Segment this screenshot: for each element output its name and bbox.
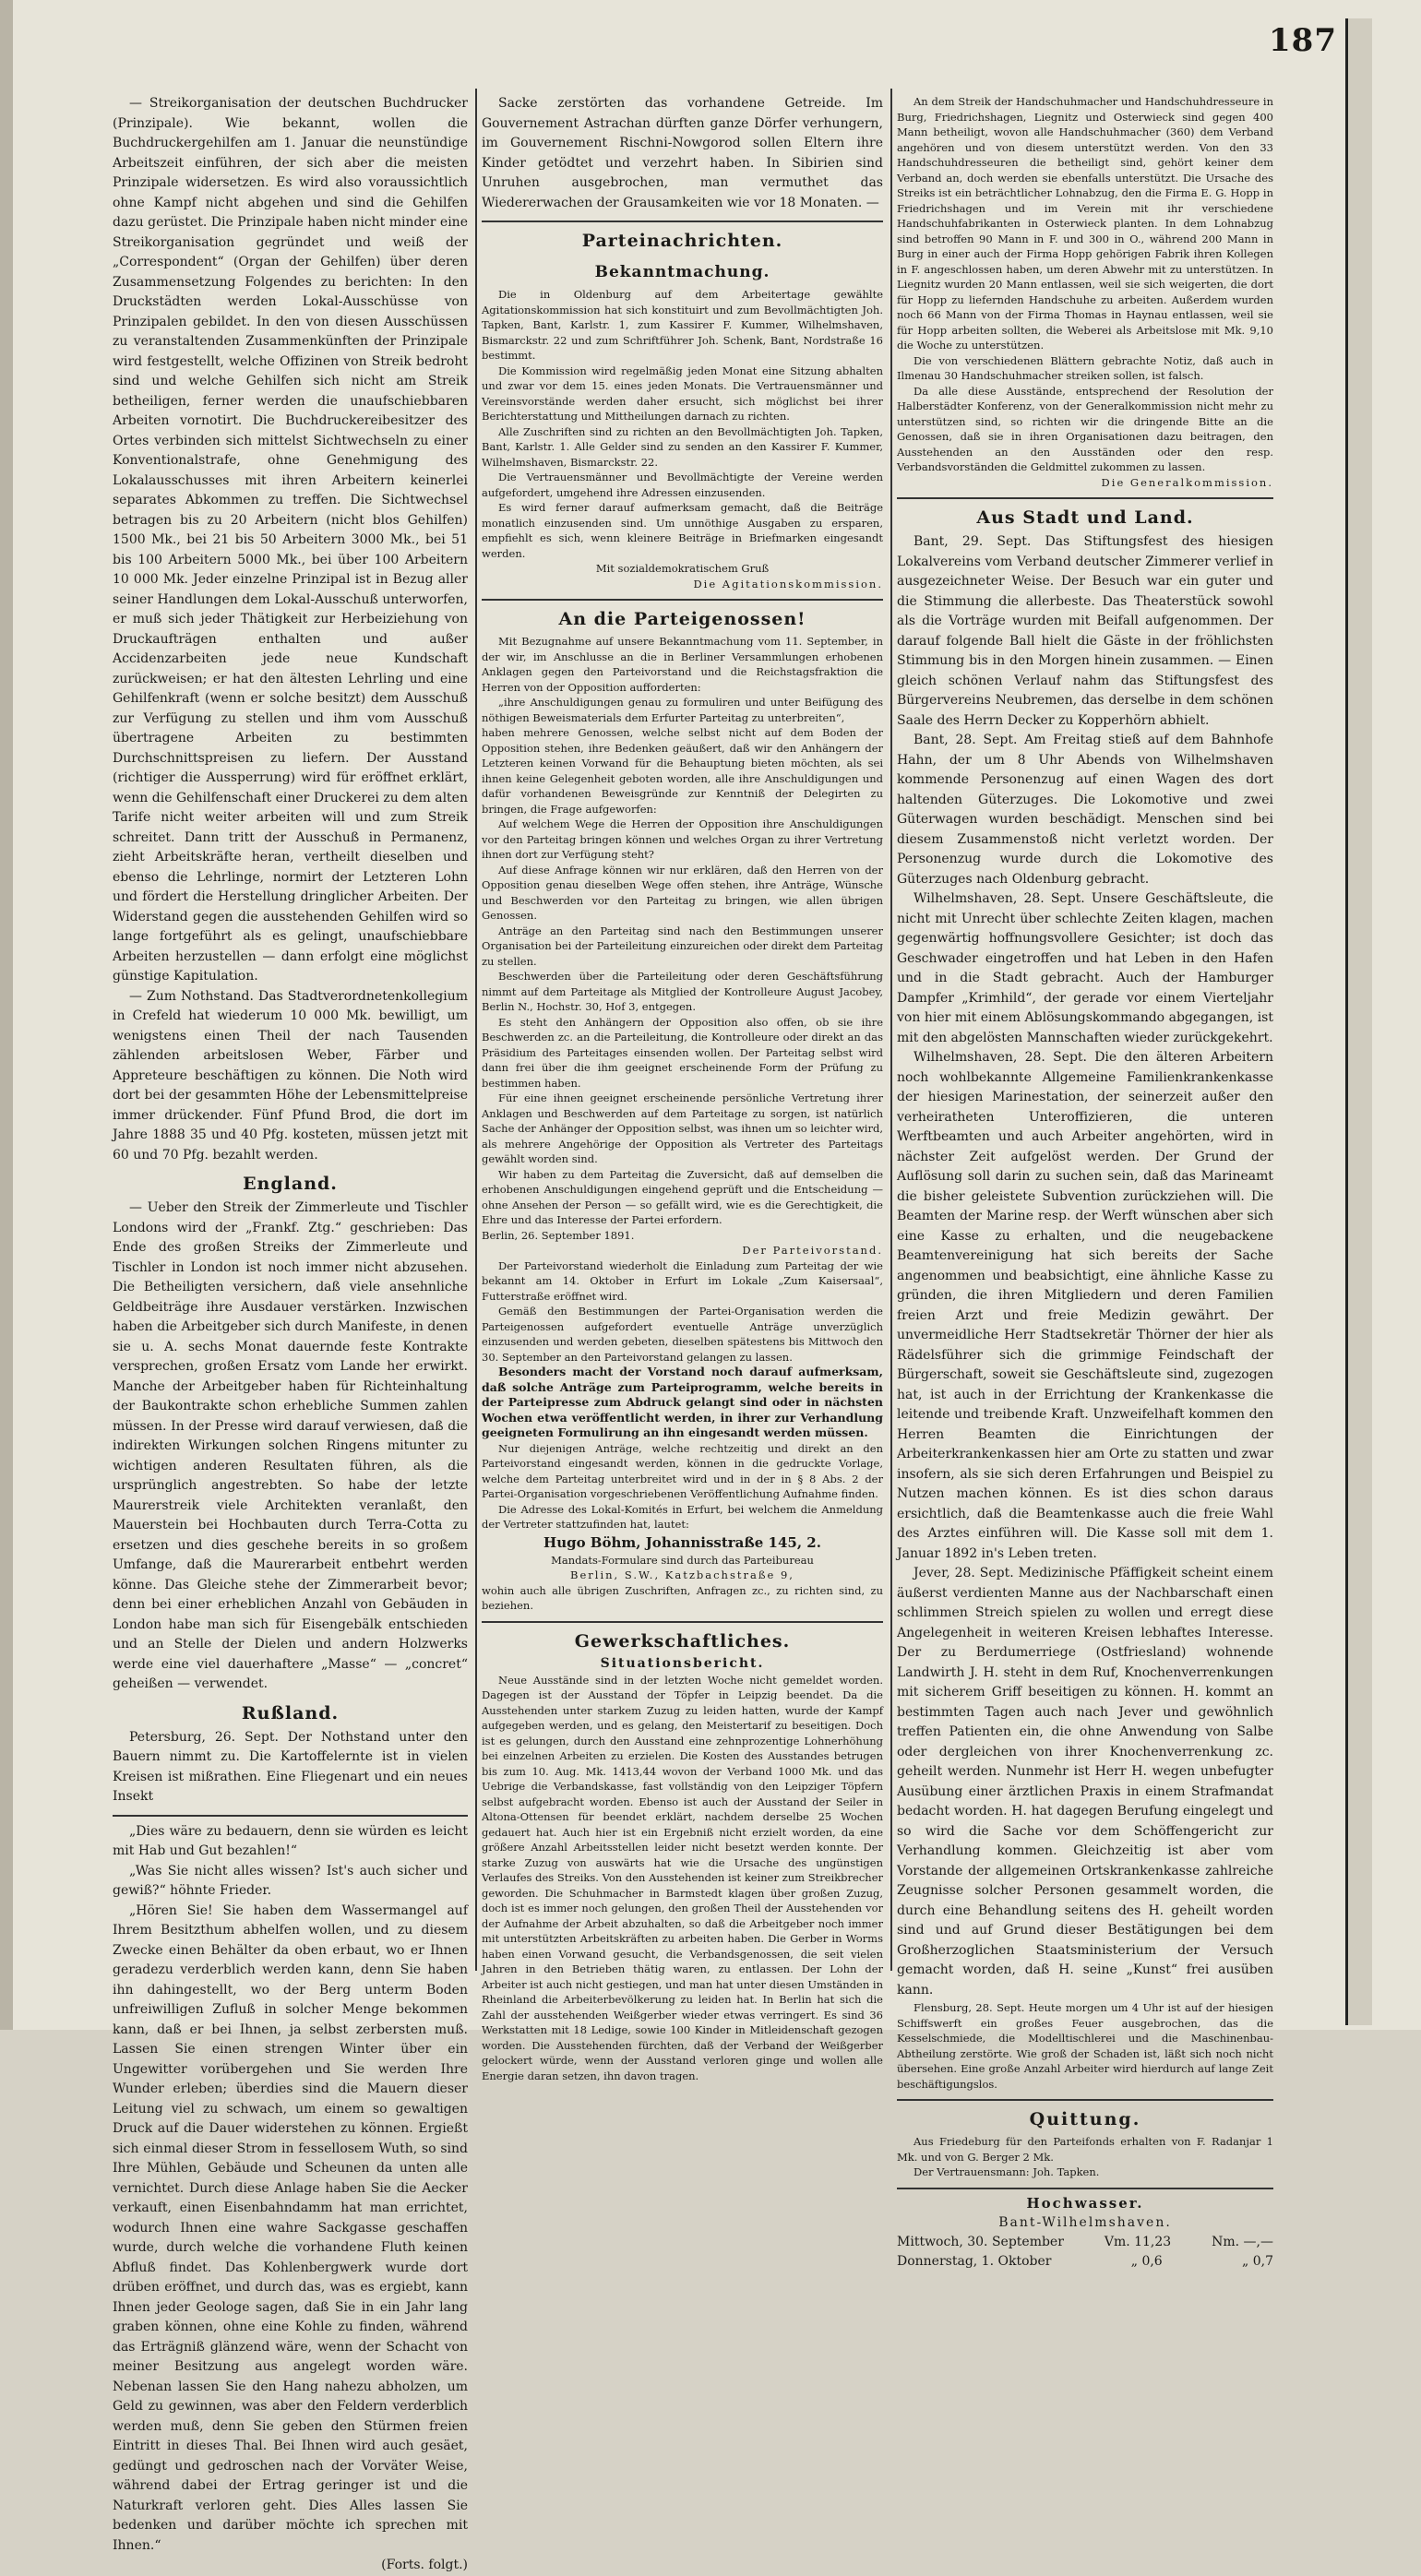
strike-report-paragraph: An dem Streik der Handschuhmacher und Handschuhdresseure in Burg, Friedrichshagen, Liegnitz und Osterwieck sind gegen 400 Mann betheiligt, wovon alle Handschuhmacher (360) dem Verband angehören und von diesem unterstützt werden. Von den 33 Handschuhdresseuren die betheiligt sind, gehört keiner dem Verband an, doch werden sie ebenfalls unterstützt. Die Ursache des Streiks ist ein beträchtlicher Lohnabzug, den die Firma E. G. Hopp in Friedrichshagen und im Verein mit ihr verschiedene Handschuhfabrikanten in Osterwieck planten. In dem Lohnabzug sind betroffen 90 Mann in F. und 300 in O., während 200 Mann in Burg in einer auch der Firma Hopp gehörigen Fabrik ihren Kollegen in F. angeschlossen haben, um deren Abwehr mit zu unterstützen. In Liegnitz wurden 20 Mann entlassen, weil sie sich weigerten, die dort für Hopp zu liefernden Handschuhe zu arbeiten. Außerdem wurden noch 66 Mann von der Firma Thomas in Haynau entlassen, weil sie für Hopp arbeiten sollten, die Weberei als Arbeitslose mit Mk. 9,10 die Woche zu unterstützen. <box>897 95 1273 352</box>
tide-day: Donnerstag, 1. Oktober <box>897 2254 1052 2269</box>
divider <box>482 599 883 601</box>
local-news-wilhelmshaven-2: Wilhelmshaven, 28. Sept. Die den älteren Arbeitern noch wohlbekannte Allgemeine Familienkrankenkasse der hiesigen Marinestation, der seinerzeit außer den verheiratheten Unteroffizieren, die unteren Werftbeamten und auch Arbeiter angehörten, wird in nächster Zeit aufgelöst werden. Der Grund der Auflösung soll darin zu suchen sein, daß das Marineamt die bisher geleistete Subvention zurückziehen will. Die Beamten der Marine resp. der Werft wünschen aber sich eine Kasse zu erhalten, und die neugebackene Beamtenvereinigung hat sich bereits der Sache angenommen und beabsichtigt, eine ähnliche Kasse zu gründen, die ihren Mitgliedern und deren Familien freien Arzt und freie Medizin gewährt. Der unvermeidliche Herr Stadtsekretär Thörner der hier als Rädelsführer sich die grimmige Feindschaft der Bürgerschaft, soweit sie Geschäftsleute sind, zugezogen hat, ist auch in der Errichtung der Krankenkasse die leitende und treibende Kraft. Unzweifelhaft kommen den Herren Beamten die Einrichtungen der Arbeiterkrankenkassen hier am Orte zu statten und zwar insofern, als sie sich deren Erfahrungen und Beispiel zu Nutzen machen können. Es ist dies schon daraus ersichtlich, daß die Beamtenkasse auch die freie Wahl des Arztes einführen will. Die Kasse soll mit dem 1. Januar 1892 in's Leben treten. <box>897 1050 1273 1561</box>
appeal-paragraph: Auf welchem Wege die Herren der Opposition ihre Anschuldigungen vor den Parteitag bringen können und welches Organ zu ihrer Vertretung ihnen dort zur Verfügung steht? <box>482 817 883 861</box>
appeal-paragraph: Gemäß den Bestimmungen der Partei-Organisation werden die Parteigenossen aufgefordert eventuelle Anträge unverzüglich einzusenden und werden gebeten, dieselben spätestens bis Mittwoch den 30. September an den Parteivorstand gelangen zu lassen. <box>482 1305 883 1364</box>
appeal-paragraph: Wir haben zu dem Parteitag die Zuversicht, daß auf demselben die erhobenen Anschuldigungen eingehend geprüft und die Entscheidung — ohne Ansehen der Person — so gefällt wird, wie es die Gerechtigkeit, die Ehre und das Interesse der Partei erfordern. <box>482 1167 883 1226</box>
situation-report: Neue Ausstände sind in der letzten Woche nicht gemeldet worden. Dagegen ist der Ausstand der Töpfer in Leipzig beendet. Da die Ausstehenden unter starkem Zuzug zu leiden hatten, wurde der Kampf aufgegeben werden, und es gelang, den Meistertarif zu beseitigen. Doch ist es gelungen, durch den Ausstand eine zehnprozentige Lohnerhöhung bei einzelnen Arbeiten zu erzielen. Die Kosten des Ausstandes betrugen bis zum 10. Aug. Mk. 1413,44 wovon der Verband 1000 Mk. und das Uebrige die Verbandskasse, fast vollständig von den Leipziger Töpfern selbst aufgebracht worden. Ebenso ist auch der Ausstand der Seiler in Altona-Ottensen für beendet erklärt, nachdem derselbe 25 Wochen gedauert hat. Auch hier ist ein Ergebniß nicht erzielt worden, da eine größere Anzahl Arbeitsstellen leider nicht besetzt werden konnte. Der starke Zuzug von auswärts hat wie die Ursache des ungünstigen Verlaufes des Streiks. Von den Ausstehenden ist keiner zum Streikbrecher geworden. Die Schuhmacher in Barmstedt klagen über großen Zuzug, doch ist es immer noch gelungen, den großen Theil der Ausstehenden vor der Aufnahme der Arbeit abzuhalten, so daß die Arbeitgeber noch immer mit unterstützten Arbeitskräften zu arbeiten haben. Die Gerber in Worms haben einen Vorwand gesucht, die Verbandsgenossen, die seit vielen Jahren in den Betrieben thätig waren, zu entlassen. Der Lohn der Arbeiter ist auch nicht gestiegen, und man hat unter diesen Umständen in Rheinland die Arbeiterbevölkerung zu leiden hat. In Berlin hat sich die Zahl der ausstehenden Weißgerber wieder etwas verringert. Es sind 36 Werkstatten mit 18 Ledige, sowie 100 Kinder in Mitleidenschaft gezogen worden. Die Ausstehenden fürchten, daß der Verband der Weißgerber gelockert würde, wenn der Ausstand verloren ginge und wollen alle Energie daran setzen, ihn davon tragen. <box>482 1673 884 2082</box>
appeal-paragraph: Auf diese Anfrage können wir nur erklären, daß den Herren von der Opposition genau dieselben Wege offen stehen, ihre Anträge, Wünsche und Beschwerden vor den Parteitag zu bringen, wie allen übrigen Genossen. <box>482 863 883 922</box>
divider <box>897 2188 1273 2189</box>
notice-paragraph: Die Vertrauensmänner und Bevollmächtigte der Vereine werden aufgefordert, umgehend ihre Adressen einzusenden. <box>482 471 883 499</box>
notice-paragraph: Die Kommission wird regelmäßig jeden Monat eine Sitzung abhalten und zwar vor dem 15. eines jeden Monats. Die Vertrauensmänner und Vereinsvorstände werden daher ersucht, sich möglichst bei ihrer Berichterstattung und Mittheilungen darnach zu richten. <box>482 364 883 423</box>
section-heading-russland: Rußland. <box>241 1702 340 1723</box>
appeal-paragraph: Für eine ihnen geeignet erscheinende persönliche Vertretung ihrer Anklagen und Beschwerden auf dem Parteitage zu sorgen, ist natürlich Sache der Anhänger der Opposition selbst, was ihnen um so leichter wird, als mehrere Angehörige der Opposition als Vertreter des Parteitags gewählt worden sind. <box>482 1091 883 1165</box>
appeal-signature: Der Parteivorstand. <box>742 1244 883 1257</box>
feuilleton-paragraph: „Was Sie nicht alles wissen? Ist's auch sicher und gewiß?“ höhnte Frieder. <box>113 1863 468 1898</box>
address-line: Berlin, S.W., Katzbachstraße 9, <box>570 1568 794 1581</box>
page-number: 187 <box>1269 22 1337 59</box>
section-heading-aus-stadt-und-land: Aus Stadt und Land. <box>976 507 1194 528</box>
column-2 <box>482 94 884 2082</box>
notice-paragraph: Es wird ferner darauf aufmerksam gemacht, daß die Beiträge monatlich einzusenden sind. Um unnöthige Ausgaben zu ersparen, empfiehlt es sich, wenn kleinere Beiträge in Briefmarken eingesandt werden. <box>482 501 883 560</box>
tide-row <box>897 2252 1273 2272</box>
feuilleton-divider <box>113 1815 468 1817</box>
section-heading-hochwasser: Hochwasser. <box>1026 2194 1144 2212</box>
feuilleton-paragraph: „Hören Sie! Sie haben dem Wassermangel auf Ihrem Besitzthum abhelfen wollen, und zu diesem Zwecke einen Behälter da oben erbaut, wo er Ihnen geradezu verderblich werden kann, denn Sie haben ihn dahingestellt, wo der Berg unterm Boden unfreiwilligen Zufluß in solcher Menge bekommen kann, daß er bei Ihnen, ja selbst zerbersten muß. Lassen Sie einen strengen Winter über ein Ungewitter vorübergehen und Sie werden Ihre Wunder erleben; überdies sind die Mauern dieser Leitung viel zu schwach, um einem so gewaltigen Druck auf die Dauer widerstehen zu können. Ergießt sich einmal dieser Strom in fessellosem Wuth, so sind Ihre Mühlen, Gebäude und Scheunen da unten alle vernichtet. Durch diese Anlage haben Sie die Aecker verkauft, einen Eisenbahndamm hat man errichtet, wodurch Ihnen eine wahre Sackgasse geschaffen wurde, durch welche die vorhandene Fluth keinen Abfluß findet. Das Kohlenbergwerk wurde dort drüben eröffnet, und durch das, was es ergiebt, kann Ihnen jeder Geologe sagen, daß Sie in ein Jahr lang graben können, ohne eine Kohle zu finden, während das Erträgniß glänzend wäre, wenn der Schacht von meiner Besitzung aus angelegt worden wäre. Nebenan lassen Sie den Hang nahezu abholzen, um Geld zu gewinnen, was aber den Feldern verderblich werden muß, denn Sie geben den Stürmen freien Eintritt in dieses Thal. Bei Ihnen wird auch gesäet, gedüngt und gedroschen nach der Vorväter Weise, während dabei der Ertrag geringer ist und die Naturkraft verloren geht. Dies Alles lassen Sie bedenken und darüber möchte ich sprechen mit Ihnen.“ <box>113 1902 468 2553</box>
tide-afternoon: Nm. —,— <box>1212 2235 1273 2249</box>
receipt-signature: Der Vertrauensmann: Joh. Tapken. <box>914 2165 1100 2178</box>
address-line: Hugo Böhm, Johannisstraße 145, 2. <box>543 1533 821 1551</box>
appeal-paragraph: Mit Bezugnahme auf unsere Bekanntmachung vom 11. September, in der wir, im Anschlusse an die in Berliner Versammlungen erhobenen Anklagen gegen den Parteivorstand und die Reichstagsfraktion die Herren von der Opposition aufforderten: <box>482 635 883 694</box>
appeal-paragraph: Der Parteivorstand wiederholt die Einladung zum Parteitag der wie bekannt am 14. Oktober in Erfurt im Lokale „Zum Kaisersaal“, Futterstraße eröffnet wird. <box>482 1258 883 1303</box>
article-buchdrucker: — Streikorganisation der deutschen Buchdrucker (Prinzipale). Wie bekannt, wollen die Buchdruckergehilfen am 1. Januar die neunstündige Arbeitszeit einführen, der sich aber die meisten Prinzipale widersetzen. Es wird also voraussichtlich ohne Kampf nicht abgehen und sind die Gehilfen dazu gerüstet. Die Prinzipale haben nicht minder eine Streikorganisation gegründet und weiß der „Correspondent“ (Organ der Gehilfen) über deren Zusammensetzung Folgendes zu berichten: In den Druckstädten werden Lokal-Ausschüsse von Prinzipalen gebildet. In den von diesen Ausschüssen zu veranstaltenden Zusammenkünften der Prinzipale wird festgestellt, welche Offizinen von Streik bedroht sind und welche Gehilfen sich nicht am Streik betheiligen, ferner werden die unaufschiebbaren Arbeiten vornotirt. Die Buchdruckereibesitzer des Ortes verbinden sich mittelst Sichtwechseln zu einer Konventionalstrafe, ohne Genehmigung des Lokalausschusses mit ihren Arbeitern keinerlei separates Abkommen zu treffen. Die Sichtwechsel betragen bis zu 20 Arbeitern (nicht blos Gehilfen) 1500 Mk., bei 21 bis 50 Arbeitern 3000 Mk., bei 51 bis 100 Arbeitern 5000 Mk., bei über 100 Arbeitern 10 000 Mk. Jeder einzelne Prinzipal ist in Bezug aller seiner Handlungen dem Lokal-Ausschuß unterworfen, er muß sich jeder Thätigkeit zur Herbeiziehung von Druckaufträgen enthalten und außer Accidenzarbeiten jede neue Kundschaft zurückweisen; er hat den ältesten Lehrling und eine Gehilfenkraft (wenn er solche besitzt) dem Ausschuß zur Verfügung zu stellen und ihm vom Ausschuß übertragene Arbeiten zu bestimmten Durchschnittspreisen zu liefern. Der Ausstand (richtiger die Aussperrung) wird für eröffnet erklärt, wenn die Gehilfenschaft einer Druckerei zu dem alten Tarife nicht weiter arbeiten will und zum Streik schreitet. Dann tritt der Ausschuß in Permanenz, zieht Arbeitskräfte heran, vertheilt dieselben und ebenso die Lehrlinge, normirt der Letzteren Lohn und fördert die Herstellung dringlicher Arbeiten. Der Widerstand gegen die ausstehenden Gehilfen wird so lange fortgeführt als es gelingt, unaufschiebbare Arbeiten herzustellen — dann erfolgt eine möglichst günstige Kapitulation. <box>113 96 468 984</box>
appeal-paragraph: Nur diejenigen Anträge, welche rechtzeitig und direkt an den Parteivorstand eingesandt werden, können in die gedruckte Vorlage, welche dem Parteitag unterbreitet wird und in der in § 8 Abs. 2 der Partei-Organisation vorgeschriebenen Veröffentlichung Aufnahme finden. <box>482 1441 883 1500</box>
local-news-flensburg: Flensburg, 28. Sept. Heute morgen um 4 Uhr ist auf der hiesigen Schiffswerft ein großes Feuer ausgebrochen, das die Kesselschmiede, die Modelltischlerei und die Maschinenbau-Abtheilung zerstörte. Wie groß der Schaden ist, läßt sich noch nicht übersehen. Eine große Anzahl Arbeiter wird hierdurch auf lange Zeit beschäftigungslos. <box>897 2001 1273 2091</box>
local-news-jever: Jever, 28. Sept. Medizinische Pfäffigkeit scheint einem äußerst verdienten Manne aus der Nachbarschaft einen schlimmen Streich spielen zu wollen und erregt diese Angelegenheit in weiteren Kreisen lebhaftes Interesse. Der zu Berdumerriege (Ostfriesland) wohnende Landwirth J. H. steht in dem Ruf, Knochenverrenkungen mit sicherem Griff beseitigen zu können. H. kommt an bestimmten Tagen auch nach Jever und gewöhnlich treffen Patienten ein, die ohne Anwendung von Salbe oder dergleichen von ihrer Knochenverrenkung zc. geheilt werden. Nunmehr ist Herr H. wegen unbefugter Ausübung einer ärztlichen Praxis in einem Strafmandat bedacht worden. H. hat dagegen Berufung eingelegt und so wird die Sache vor dem Schöffengericht zur Verhandlung kommen. Gleichzeitig ist aber vom Vorstande der allgemeinen Ortskrankenkasse zahlreiche Zeugnisse solcher Personen gesammelt worden, die durch eine Behandlung seitens des H. geheilt worden sind und auf Grund dieser Bestätigungen bei dem Großherzoglichen Staatsministerium der Versuch gemacht worden, daß H. seine „Kunst“ frei ausüben kann. <box>897 1566 1273 1998</box>
strike-report-paragraph: Die von verschiedenen Blättern gebrachte Notiz, daß auch in Ilmenau 30 Handschuhmacher streiken sollen, ist falsch. <box>897 353 1273 382</box>
section-heading-parteinachrichten: Parteinachrichten. <box>581 231 783 251</box>
divider <box>482 1621 883 1623</box>
article-russland-continued: Sacke zerstörten das vorhandene Getreide. Im Gouvernement Astrachan dürften ganze Dörfer verhungern, im Gouvernement Rischni-Nowgorod sollen Eltern ihre Kinder getödtet und verzehrt haben. In Sibirien sind Unruhen ausgebrochen, man vermuthet das Wiedererwachen der Grausamkeiten wie vor 18 Monaten. — <box>482 96 883 210</box>
tide-morning: „ 0,6 <box>1130 2254 1163 2269</box>
tide-afternoon: „ 0,7 <box>1242 2254 1273 2269</box>
continuation-note: (Forts. folgt.) <box>381 2558 468 2572</box>
appeal-paragraph: Anträge an den Parteitag sind nach den Bestimmungen unserer Organisation bei der Parteileitung einzureichen oder direkt dem Parteitag zu stellen. <box>482 924 883 968</box>
column-rule-2 <box>890 89 892 1971</box>
tide-location: Bant-Wilhelmshaven. <box>998 2214 1172 2230</box>
page-spine <box>0 0 13 2030</box>
appeal-paragraph: Es steht den Anhängern der Opposition also offen, ob sie ihre Beschwerden zc. an die Parteileitung, die Kontrolleure oder direkt an das Präsidium des Parteitages einsenden wollen. Der Parteitag selbst wird dann frei über die ihm geeignet erscheinende Form der Prüfung zu bestimmen haben. <box>482 1015 883 1090</box>
appeal-date: Berlin, 26. September 1891. <box>482 1228 635 1242</box>
column-rule-1 <box>475 89 477 1971</box>
notice-paragraph: Alle Zuschriften sind zu richten an den Bevollmächtigten Joh. Tapken, Bant, Karlstr. 1. Alle Gelder sind zu senden an den Kassirer F. Kummer, Wilhelmshaven, Bismarckstr. 22. <box>482 424 883 469</box>
notice-paragraph: Die in Oldenburg auf dem Arbeitertage gewählte Agitationskommission hat sich konstituirt und zum Bevollmächtigten Joh. Tapken, Bant, Karlstr. 1, zum Kassirer F. Kummer, Wilhelmshaven, Bismarckstr. 22 und zum Schriftführer Joh. Schenk, Bant, Nordstraße 16 bestimmt. <box>482 288 883 362</box>
divider <box>897 497 1273 499</box>
appeal-quote: „ihre Anschuldigungen genau zu formuliren und unter Beifügung des nöthigen Beweismaterials dem Erfurter Parteitag zu unterbreiten“, <box>482 696 883 724</box>
article-nothstand: — Zum Nothstand. Das Stadtverordnetenkollegium in Crefeld hat wiederum 10 000 Mk. bewilligt, um wenigstens einen Theil der nach Tausenden zählenden arbeitslosen Weber, Färber und Appreteure beschäftigen zu können. Die Noth wird dort bei der gesammten Höhe der Lebensmittelpreise immer drückender. Fünf Pfund Brod, die dort im Jahre 1888 35 und 40 Pfg. kosteten, müssen jetzt mit 60 und 70 Pfg. bezahlt werden. <box>113 988 468 1163</box>
subheading-bekanntmachung: Bekanntmachung. <box>594 263 770 281</box>
address-line: wohin auch alle übrigen Zuschriften, Anfragen zc., zu richten sind, zu beziehen. <box>482 1583 883 1612</box>
notice-signature: Die Agitationskommission. <box>693 577 883 590</box>
section-heading-parteigenossen: An die Parteigenossen! <box>558 609 806 629</box>
notice-greeting: Mit sozialdemokratischem Gruß <box>595 562 770 575</box>
feuilleton-paragraph: „Dies wäre zu bedauern, denn sie würden es leicht mit Hab und Gut bezahlen!“ <box>113 1823 468 1858</box>
section-heading-england: England. <box>243 1174 338 1194</box>
article-petersburg: Petersburg, 26. Sept. Der Nothstand unter den Bauern nimmt zu. Die Kartoffelernte ist in vielen Kreisen ist mißrathen. Eine Fliegenart und ein neues Insekt <box>113 1729 468 1804</box>
receipt-text: Aus Friedeburg für den Parteifonds erhalten von F. Radanjar 1 Mk. und von G. Berger 2 Mk. <box>897 2135 1273 2164</box>
local-news-bant-2: Bant, 28. Sept. Am Freitag stieß auf dem Bahnhofe Hahn, der um 8 Uhr Abends von Wilhelmshaven kommende Personenzug auf einen Wagen des dort haltenden Güterzuges. Die Lokomotive und zwei Güterwagen wurden beschädigt. Menschen sind bei diesem Zusammenstoß nicht verletzt worden. Der Personenzug wurde durch die Lokomotive des Güterzuges nach Oldenburg gebracht. <box>897 733 1273 887</box>
tide-row <box>897 2233 1273 2252</box>
tide-day: Mittwoch, 30. September <box>897 2235 1064 2249</box>
appeal-bold-paragraph: Besonders macht der Vorstand noch darauf aufmerksam, daß solche Anträge zum Parteiprogramm, welche bereits in der Parteipresse zum Abdruck gelangt sind oder in nächsten Wochen etwa veröffentlicht werden, in ihrer zur Verhandlung geeigneten Formulirung an ihn eingesandt werden müssen. <box>482 1365 883 1439</box>
appeal-paragraph: Die Adresse des Lokal-Komités in Erfurt, bei welchem die Anmeldung der Vertreter stattzufinden hat, lautet: <box>482 1502 883 1531</box>
divider <box>897 2099 1273 2101</box>
section-heading-quittung: Quittung. <box>1029 2109 1141 2129</box>
column-3 <box>897 94 1273 2269</box>
local-news-wilhelmshaven: Wilhelmshaven, 28. Sept. Unsere Geschäftsleute, die nicht mit Unrecht über schlechte Zeiten klagen, machen gegenwärtig hoffnungsvollere Gesichter; ist doch das Geschwader eingetroffen und hat Leben in den Hafen und in die Stadt gebracht. Auch der Hamburger Dampfer „Krimhild“, der gerade vor einem Vierteljahr von hier mit einem Ablösungskommando abgegangen, ist mit den abgelösten Mannschaften wieder zurückgekehrt. <box>897 891 1273 1045</box>
appeal-paragraph: Beschwerden über die Parteileitung oder deren Geschäftsführung nimmt auf dem Parteitage als Mitglied der Kontrolleure August Jacobey, Berlin N., Hochstr. 30, Hof 3, entgegen. <box>482 970 883 1013</box>
address-line: Mandats-Formulare sind durch das Parteibureau <box>551 1553 814 1567</box>
subheading-situationsbericht: Situationsbericht. <box>600 1655 765 1671</box>
section-heading-gewerkschaftliches: Gewerkschaftliches. <box>574 1630 791 1652</box>
strike-report-signature: Die Generalkommission. <box>1101 475 1273 489</box>
article-london-streik: — Ueber den Streik der Zimmerleute und Tischler Londons wird der „Frankf. Ztg.“ geschrieben: Das Ende des großen Streiks der Zimmerleute und Tischler in London ist noch immer nicht abzusehen. Die Betheiligten versichern, daß viele ansehnliche Geldbeiträge ihre Ausdauer verstärken. Inzwischen haben die Arbeitgeber sich durch Manifeste, in denen sie u. A. sechs Monat dauernde feste Kontrakte versprechen, großen Ersatz vom Lande her erwirkt. Manche der Arbeitgeber haben für Richteinhaltung der Baukontrakte schon erhebliche Summen zahlen müssen. In der Presse wird darauf verwiesen, daß die indirekten Wirkungen solchen Ringens mitunter zu wichtigen anderen Resultaten führen, als die ursprünglich angestrebten. So habe der letzte Maurerstreik viele Architekten veranlaßt, den Mauerstein bei Hochbauten durch Terra-Cotta zu ersetzen und dies geschehe bereits in so großem Umfange, daß die Maurerarbeit entbehrt werden könne. Das Gleiche stehe der Zimmerarbeit bevor; denn bei einer erheblichen Anzahl von Gebäuden in London habe man sich für Eisengebälk entschieden und an Stelle der Dielen und andern Holzwerks werde eine viel dauerhaftere „Masse“ — „concret“ geheißen — verwendet. <box>113 1200 468 1691</box>
tide-morning: Vm. 11,23 <box>1104 2235 1172 2249</box>
strike-report-paragraph: Da alle diese Ausstände, entsprechend der Resolution der Halberstädter Konferenz, von der Generalkommission nicht mehr zu unterstützen sind, so richten wir die dringende Bitte an die Genossen, daß sie in ihren Organisationen dazu beitragen, den Ausstehenden an den Ausständen oder den resp. Verbandsvorständen die Geldmittel zukommen zu lassen. <box>897 384 1273 473</box>
column-1 <box>113 94 468 2572</box>
local-news-bant: Bant, 29. Sept. Das Stiftungsfest des hiesigen Lokalvereins vom Verband deutscher Zimmerer verlief in ausgezeichneter Weise. Der Besuch war ein guter und die Stimmung die allerbeste. Das Theaterstück sowohl als die Vorträge wurden mit Beifall aufgenommen. Der darauf folgende Ball hielt die Gäste in der fröhlichsten Stimmung bis in den Morgen hinein zusammen. — Einen gleich schönen Verlauf nahm das Stiftungsfest des Bürgervereins Neubremen, das derselbe in dem schönen Saale des Herrn Decker zu Kopperhörn abhielt. <box>897 534 1273 728</box>
divider <box>482 221 883 222</box>
page-right-border <box>1345 18 1372 2025</box>
appeal-paragraph: haben mehrere Genossen, welche selbst nicht auf dem Boden der Opposition stehen, ihre Bedenken geäußert, daß wir den Anhängern der Letzteren keinen Vorwand für die Behauptung bieten möchten, als sei ihnen keine Gelegenheit geboten worden, alle ihre Anschuldigungen und dafür vorhandenen Beweisgründe zur Kenntniß der Delegirten zu bringen, die Frage aufgeworfen: <box>482 726 883 816</box>
